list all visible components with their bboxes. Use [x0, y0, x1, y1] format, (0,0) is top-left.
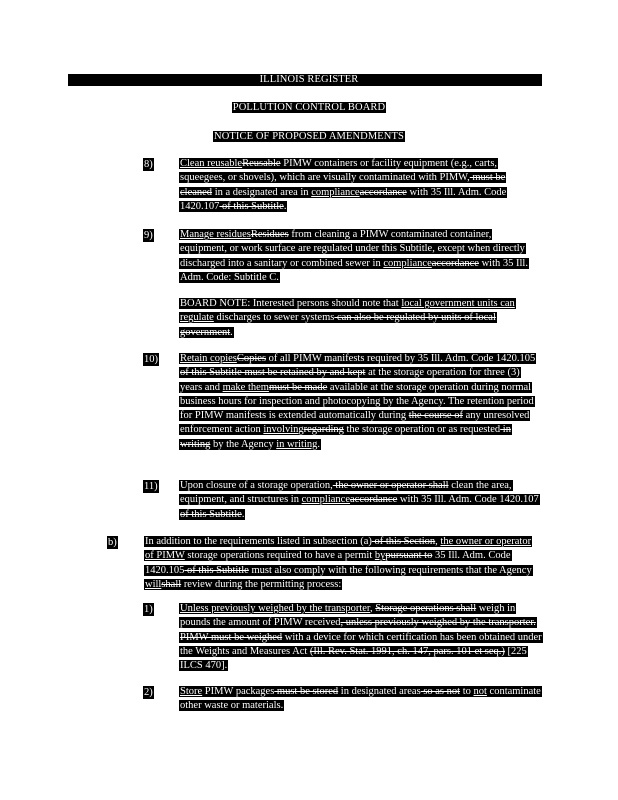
item-11-text [179, 479, 539, 522]
text-run: [225 ILCS 470]. [180, 645, 527, 672]
inserted-text: make them [222, 381, 269, 393]
subsection-b-text [144, 535, 539, 592]
register-title: ILLINOIS REGISTER [259, 74, 359, 85]
text-run: , [370, 603, 376, 614]
deleted-text: Copies [236, 353, 267, 364]
text-run: . [317, 438, 320, 450]
item-b1-text [179, 602, 543, 673]
text-run: with 35 Ill. Adm. Code 1420.107 [397, 494, 539, 506]
deleted-text: pursuant to [385, 550, 433, 562]
inserted-text: will [145, 578, 162, 590]
inserted-text: not [473, 686, 487, 697]
inserted-text: Unless previously weighed by the transporter [180, 603, 370, 614]
deleted-text: , unless previously weighed by the transporter. PIMW must be weighed [180, 617, 536, 643]
inserted-text: in writing [276, 438, 318, 450]
deleted-text: must be cleaned [180, 172, 506, 198]
text-run: in designated areas [338, 686, 421, 697]
inserted-text: local government units can regulate [180, 298, 515, 324]
text-run: 35 Ill. Adm. Code 1420.105 [145, 550, 511, 576]
inserted-text: compliance [311, 186, 360, 198]
subsection-b-label: b) [108, 537, 117, 548]
board-note [179, 297, 531, 340]
deleted-text: of this Subtitle [219, 200, 284, 212]
text-highlight [179, 298, 516, 338]
item-9-text [179, 228, 539, 285]
inserted-text: Clean reusable [180, 158, 243, 169]
text-highlight [179, 229, 529, 283]
item-10-text [179, 352, 541, 452]
deleted-text: Reusable [242, 158, 281, 169]
deleted-text: of this Subtitle [184, 564, 249, 576]
deleted-text: (Ill. Rev. Stat. 1991, ch. 147, pars. 101 et seq.) [309, 645, 505, 657]
deleted-text: the owner or operator shall [332, 480, 449, 491]
item-b1-number: 1) [144, 604, 153, 615]
text-run: by the Agency [210, 438, 277, 450]
text-run: to [460, 686, 474, 697]
inserted-text: compliance [301, 494, 351, 506]
text-highlight [144, 536, 533, 590]
deleted-text: must be made [268, 381, 328, 393]
text-run: PIMW containers or facility equipment (e.g., carts, squeegees, or shovels), which are visually contaminated with PIMW, [180, 158, 498, 184]
text-run: Upon closure of a storage operation, [180, 480, 333, 491]
deleted-text: can also be regulated by units of local government [180, 312, 496, 338]
item-b2-number: 2) [144, 687, 153, 698]
item-8-number: 8) [144, 159, 153, 170]
text-run: review during the permitting process: [181, 578, 342, 590]
deleted-text: of this Subtitle must be retained by and kept [180, 367, 366, 379]
item-11-number: 11) [144, 481, 158, 492]
text-highlight [179, 686, 542, 711]
text-run: in a designated area in [212, 186, 312, 198]
board-title [0, 102, 618, 114]
text-run: with 35 Ill. Adm. Code: Subtitle C. [180, 257, 528, 283]
deleted-text: accordance [350, 494, 398, 506]
text-run: discharges to sewer systems [213, 312, 335, 324]
text-run: the storage operation or as requested [343, 424, 501, 436]
text-run: from cleaning a PIMW contaminated container, equipment, or work surface are regulated under this Subtitle, except when directly discharged into a sanitary or combined sewer in [180, 229, 525, 269]
text-run: must also comply with the following requirements that the Agency [248, 564, 532, 576]
text-highlight [179, 480, 540, 520]
item-9-number: 9) [144, 230, 153, 241]
deleted-text: in writing [180, 424, 511, 450]
text-run: . [230, 326, 233, 338]
inserted-text: involving [263, 424, 304, 436]
text-run: with 35 Ill. Adm. Code 1420.107 [180, 186, 507, 212]
deleted-text: shall [161, 578, 182, 590]
deleted-text: must be stored [274, 686, 339, 697]
item-b2-text [179, 685, 541, 714]
notice-title-text: NOTICE OF PROPOSED AMENDMENTS [214, 131, 404, 142]
inserted-text: the owner or operator of PIMW [145, 536, 532, 562]
text-run: , [435, 536, 441, 547]
text-run: any unresolved enforcement action [180, 410, 530, 436]
text-run: clean the area, equipment, and structures in [180, 480, 512, 506]
text-run: In addition to the requirements listed in subsection (a) [145, 536, 372, 547]
text-run: contaminate other waste or materials. [180, 686, 541, 712]
inserted-text: by [374, 550, 386, 562]
text-run: available at the storage operation during normal business hours for inspection and photocopying by the Agency. The retention period for PIMW manifests is extended automatically during [180, 381, 534, 422]
text-run: . [241, 508, 245, 520]
deleted-text: so as not [420, 686, 461, 697]
inserted-text: Store [180, 686, 203, 697]
board-title-text: POLLUTION CONTROL BOARD [232, 102, 386, 113]
deleted-text: Storage operations shall [375, 603, 477, 614]
notice-title [0, 131, 618, 143]
deleted-text: regarding [303, 424, 344, 436]
text-run: with a device for which certification has been obtained under the Weights and Measures Act [180, 631, 542, 657]
deleted-text: Residues [250, 229, 289, 240]
item-10-number: 10) [144, 354, 158, 365]
text-highlight [179, 353, 536, 450]
text-run: at the storage operation for three (3) years and [180, 367, 520, 393]
text-highlight [179, 603, 543, 671]
text-run: storage operations required to have a permit [184, 550, 375, 562]
deleted-text: the course of [408, 410, 463, 422]
text-highlight [179, 158, 507, 212]
text-run: . [283, 200, 287, 212]
deleted-text: accordance [431, 257, 479, 269]
inserted-text: Manage residues [180, 229, 251, 240]
deleted-text: accordance [359, 186, 407, 198]
text-run: BOARD NOTE: Interested persons should note that [180, 298, 402, 309]
inserted-text: Retain copies [180, 353, 237, 364]
text-run: PIMW packages [202, 686, 275, 697]
deleted-text: of this Subtitle [180, 508, 242, 520]
text-run: of all PIMW manifests required by 35 Ill. Adm. Code 1420.105 [266, 353, 536, 364]
inserted-text: compliance [383, 257, 432, 269]
deleted-text: of this Section [371, 536, 436, 547]
item-8-text [179, 157, 529, 214]
text-run: weigh in pounds the amount of PIMW received [180, 603, 516, 629]
